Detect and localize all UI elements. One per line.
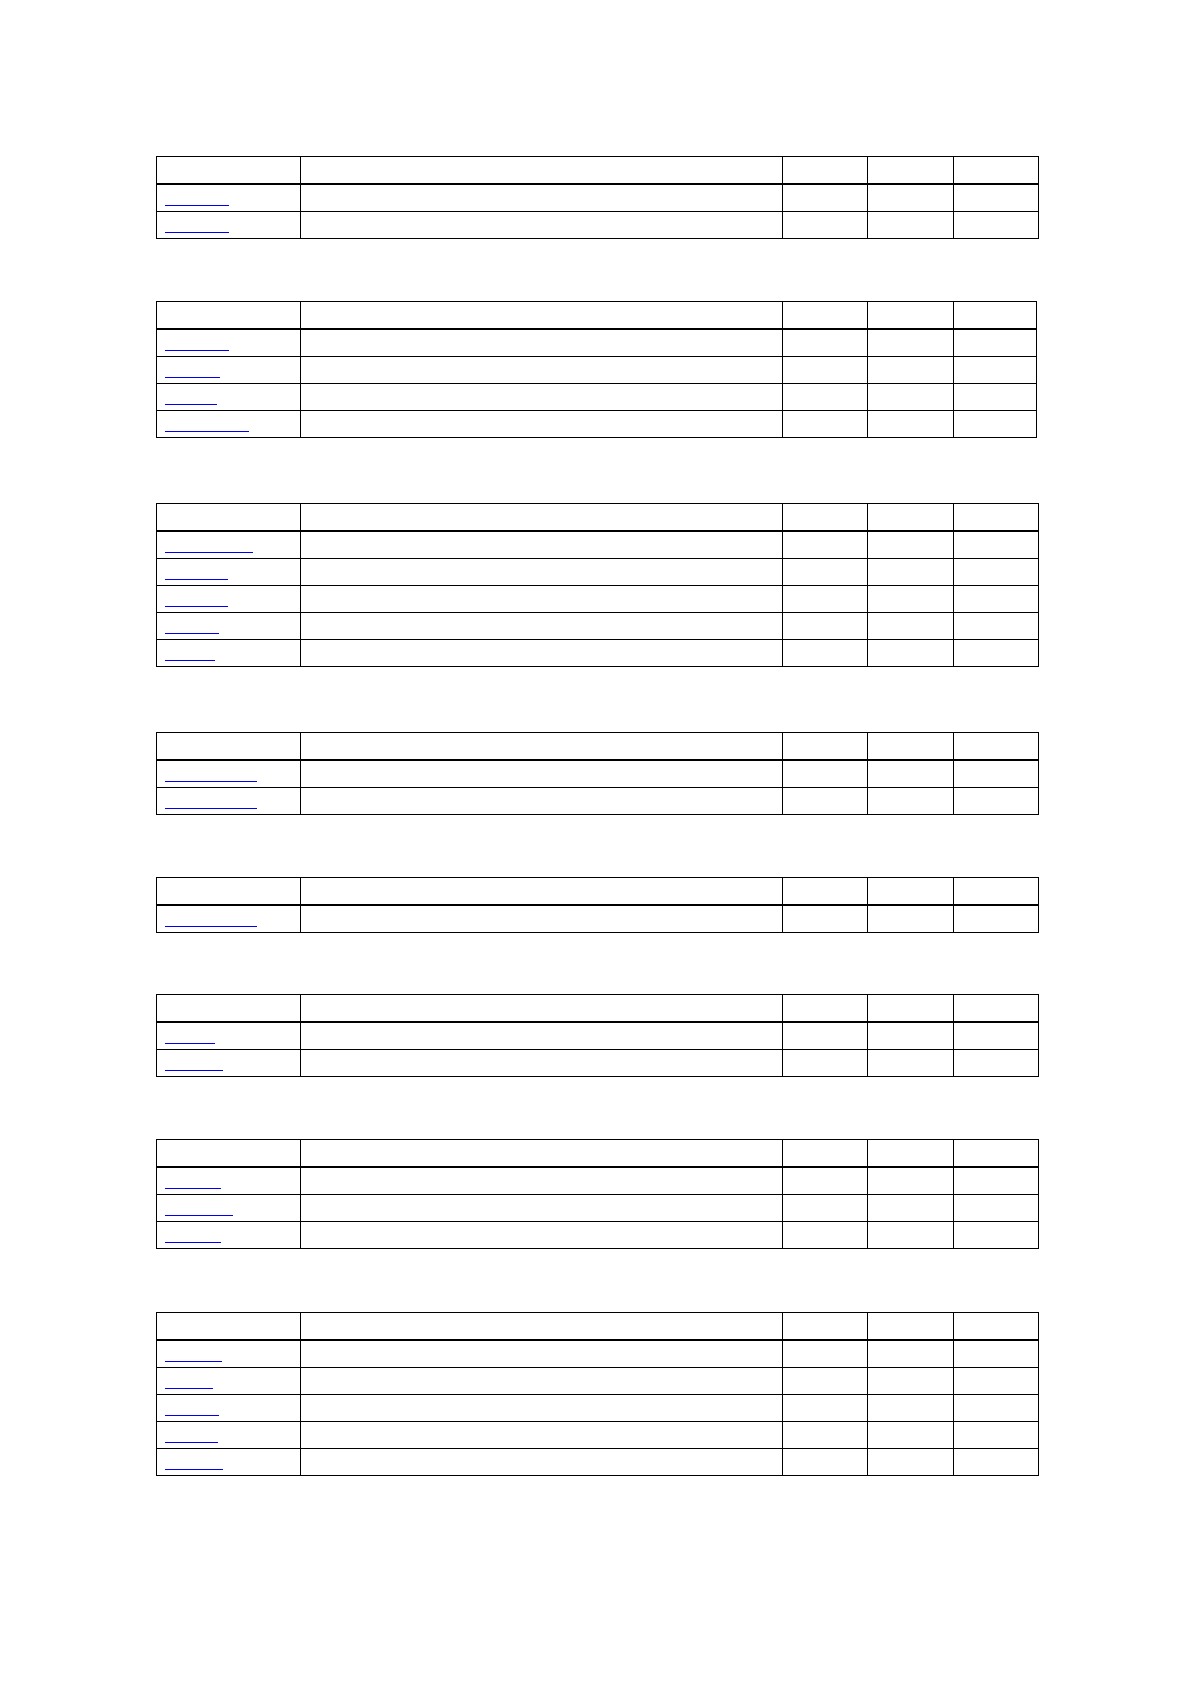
table-row (157, 1195, 1039, 1222)
table-row (157, 212, 1039, 239)
table-header-row (157, 1313, 1039, 1341)
table-row (157, 1222, 1039, 1249)
row-link[interactable] (165, 805, 257, 809)
row-link[interactable] (165, 229, 229, 233)
table-row (157, 788, 1039, 815)
table-row (157, 531, 1039, 559)
table-header-row (157, 1140, 1039, 1168)
table-1 (156, 156, 1039, 239)
table-row (157, 640, 1039, 667)
row-link[interactable] (165, 1385, 213, 1389)
row-link[interactable] (165, 347, 229, 351)
table-6 (156, 994, 1039, 1077)
table-8 (156, 1312, 1039, 1476)
table-header-row (157, 504, 1039, 532)
table-row (157, 329, 1037, 357)
table-2 (156, 301, 1037, 438)
row-link[interactable] (165, 1466, 223, 1470)
table-row (157, 1368, 1039, 1395)
row-link[interactable] (165, 630, 219, 634)
row-link[interactable] (165, 1185, 221, 1189)
row-link[interactable] (165, 657, 215, 661)
table-row (157, 586, 1039, 613)
row-link[interactable] (165, 603, 228, 607)
table-row (157, 559, 1039, 586)
table-row (157, 1395, 1039, 1422)
row-link[interactable] (165, 1067, 223, 1071)
row-link[interactable] (165, 1412, 219, 1416)
row-link[interactable] (165, 1358, 222, 1362)
row-link[interactable] (165, 1439, 218, 1443)
row-link[interactable] (165, 374, 220, 378)
table-row (157, 760, 1039, 788)
table-3 (156, 503, 1039, 667)
table-row (157, 1449, 1039, 1476)
table-row (157, 184, 1039, 212)
table-header-row (157, 157, 1039, 185)
table-row (157, 1022, 1039, 1050)
row-link[interactable] (165, 778, 257, 782)
table-header-row (157, 733, 1039, 761)
row-link[interactable] (165, 202, 229, 206)
table-5 (156, 877, 1039, 933)
row-link[interactable] (165, 1040, 215, 1044)
row-link[interactable] (165, 549, 253, 553)
table-header-row (157, 995, 1039, 1023)
table-row (157, 1422, 1039, 1449)
table-row (157, 411, 1037, 438)
table-7 (156, 1139, 1039, 1249)
table-row (157, 1167, 1039, 1195)
table-header-row (157, 302, 1037, 330)
row-link[interactable] (165, 1212, 233, 1216)
row-link[interactable] (165, 923, 257, 927)
table-row (157, 905, 1039, 933)
table-row (157, 384, 1037, 411)
row-link[interactable] (165, 428, 249, 432)
table-row (157, 1050, 1039, 1077)
table-row (157, 613, 1039, 640)
table-header-row (157, 878, 1039, 906)
row-link[interactable] (165, 576, 228, 580)
row-link[interactable] (165, 401, 217, 405)
table-row (157, 357, 1037, 384)
row-link[interactable] (165, 1239, 221, 1243)
table-4 (156, 732, 1039, 815)
table-row (157, 1340, 1039, 1368)
